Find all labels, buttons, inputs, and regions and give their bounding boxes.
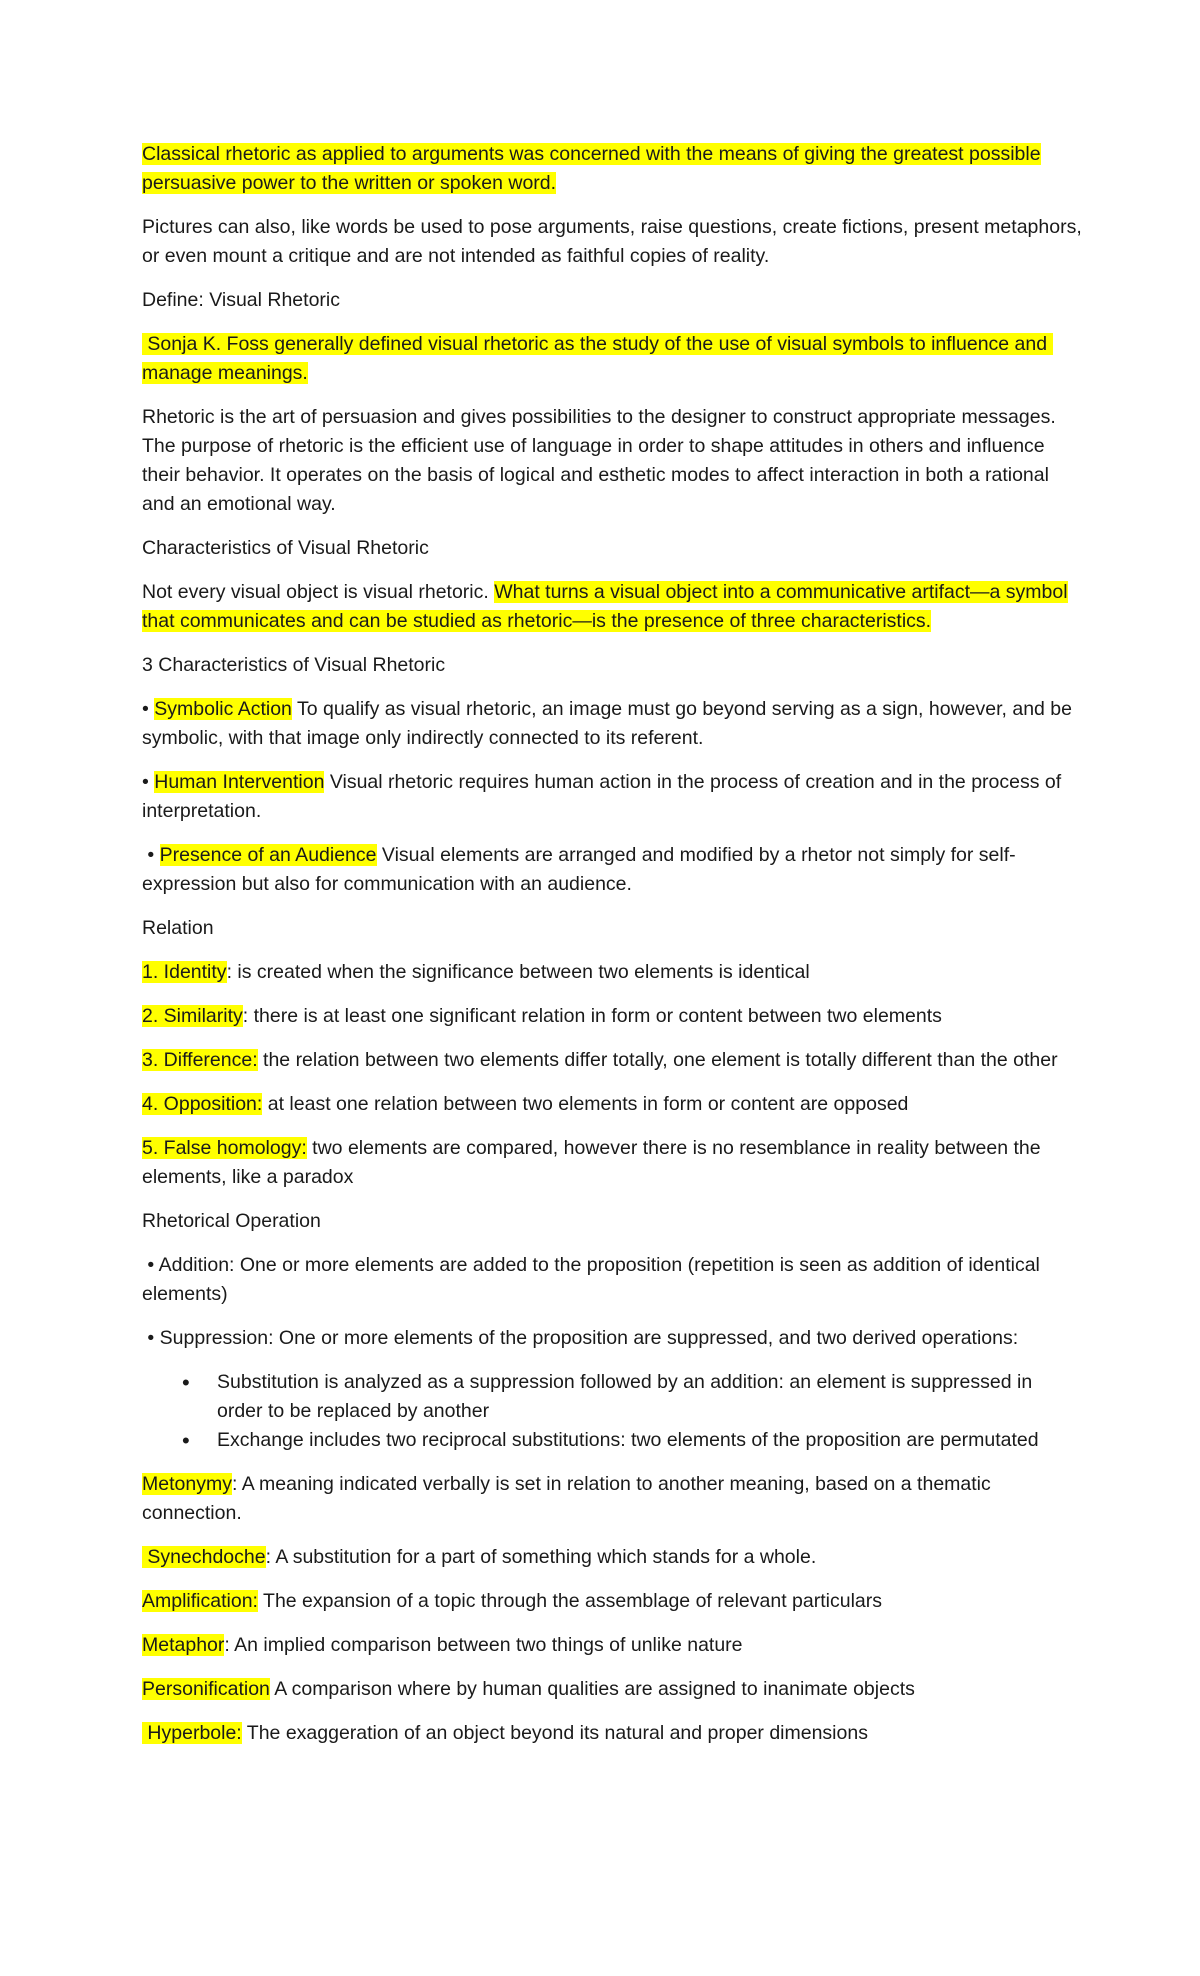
characteristic-text: To qualify as visual rhetoric, an image must go beyond serving as a sign, however, and be symbolic, with that image only indirectly connected to its referent. xyxy=(142,698,1078,749)
relation-term: 5. False homology: xyxy=(142,1137,307,1159)
characteristic-term: Symbolic Action xyxy=(154,698,292,720)
foss-definition-paragraph xyxy=(142,330,1082,388)
relation-text: the relation between two elements differ totally, one element is totally different than the other xyxy=(257,1049,1058,1071)
figure-item xyxy=(142,1719,1082,1748)
relation-item xyxy=(142,1090,1082,1119)
bullet-prefix: • xyxy=(142,698,155,720)
operation-heading: Rhetorical Operation xyxy=(142,1210,321,1232)
visual-object-paragraph xyxy=(142,578,1082,636)
relation-term: 2. Similarity xyxy=(142,1005,243,1027)
relation-item xyxy=(142,958,1082,987)
relation-item xyxy=(142,1046,1082,1075)
figure-term: Synechdoche xyxy=(142,1546,266,1568)
intro-paragraph xyxy=(142,140,1082,198)
relation-text: : there is at least one significant relation in form or content between two elements xyxy=(242,1005,942,1027)
figure-text: : An implied comparison between two things of unlike nature xyxy=(224,1634,743,1656)
relation-term: 3. Difference: xyxy=(142,1049,258,1071)
pictures-paragraph: Pictures can also, like words be used to pose arguments, raise questions, create fictions, present metaphors, or even mount a critique and are not intended as faithful copies of reality. xyxy=(142,216,1082,267)
bullet-prefix: • xyxy=(142,771,155,793)
addition-item: • Addition: One or more elements are added to the proposition (repetition is seen as addition of identical elements) xyxy=(142,1254,1046,1305)
document-page xyxy=(142,140,1082,1763)
relation-term: 4. Opposition: xyxy=(142,1093,263,1115)
relation-term: 1. Identity xyxy=(142,961,227,983)
derived-operations-list xyxy=(142,1368,1082,1455)
characteristic-item xyxy=(142,841,1082,899)
relation-item xyxy=(142,1134,1082,1192)
figure-term: Metonymy xyxy=(142,1473,232,1495)
list-item: • Exchange includes two reciprocal substitutions: two elements of the proposition are permutated xyxy=(142,1426,1082,1455)
suppression-item: • Suppression: One or more elements of the proposition are suppressed, and two derived operations: xyxy=(142,1327,1019,1349)
characteristic-item xyxy=(142,768,1082,826)
figure-term: Hyperbole: xyxy=(142,1722,242,1744)
characteristic-item xyxy=(142,695,1082,753)
relation-text: at least one relation between two elements in form or content are opposed xyxy=(262,1093,909,1115)
relation-item xyxy=(142,1002,1082,1031)
figure-item xyxy=(142,1675,1082,1704)
figure-text: : A substitution for a part of something which stands for a whole. xyxy=(265,1546,817,1568)
highlighted-text: Sonja K. Foss generally defined visual rhetoric as the study of the use of visual symbols to influence and manage meanings. xyxy=(142,333,1053,384)
figure-term: Amplification: xyxy=(142,1590,258,1612)
rhetoric-paragraph: Rhetoric is the art of persuasion and gives possibilities to the designer to construct appropriate messages. The purpose of rhetoric is the efficient use of language in order to shape attitudes in others and influence their behavior. It operates on the basis of logical and esthetic modes to affect interaction in both a rational and an emotional way. xyxy=(142,406,1056,515)
figure-term: Personification xyxy=(142,1678,270,1700)
figure-text: The exaggeration of an object beyond its natural and proper dimensions xyxy=(241,1722,868,1744)
relation-text: two elements are compared, however there is no resemblance in reality between the elements, like a paradox xyxy=(142,1137,1046,1188)
characteristic-text: Visual rhetoric requires human action in the process of creation and in the process of interpretation. xyxy=(142,771,1067,822)
figure-text: : A meaning indicated verbally is set in relation to another meaning, based on a thematic connection. xyxy=(142,1473,997,1524)
characteristic-text: Visual elements are arranged and modified by a rhetor not simply for self-expression but also for communication with an audience. xyxy=(142,844,1016,895)
characteristic-term: Human Intervention xyxy=(154,771,325,793)
highlighted-text: Classical rhetoric as applied to arguments was concerned with the means of giving the greatest possible persuasive power to the written or spoken word. xyxy=(142,143,1041,194)
characteristic-term: Presence of an Audience xyxy=(159,844,377,866)
plain-text: Not every visual object is visual rhetoric. xyxy=(142,581,495,603)
highlighted-text: What turns a visual object into a communicative artifact—a symbol that communicates and can be studied as rhetoric—is the presence of three characteristics. xyxy=(142,581,1068,632)
relation-text: : is created when the significance between two elements is identical xyxy=(226,961,810,983)
figure-item xyxy=(142,1543,1082,1572)
list-item: • Substitution is analyzed as a suppression followed by an addition: an element is suppressed in order to be replaced by another xyxy=(142,1368,1082,1426)
figure-text: A comparison where by human qualities are assigned to inanimate objects xyxy=(269,1678,915,1700)
relation-heading: Relation xyxy=(142,917,214,939)
figure-text: The expansion of a topic through the assemblage of relevant particulars xyxy=(257,1590,882,1612)
characteristics-heading: Characteristics of Visual Rhetoric xyxy=(142,537,429,559)
figure-term: Metaphor xyxy=(142,1634,225,1656)
figure-item xyxy=(142,1470,1082,1528)
figure-item xyxy=(142,1631,1082,1660)
three-characteristics-heading: 3 Characteristics of Visual Rhetoric xyxy=(142,654,446,676)
bullet-prefix: • xyxy=(142,844,160,866)
figure-item xyxy=(142,1587,1082,1616)
define-heading: Define: Visual Rhetoric xyxy=(142,289,340,311)
